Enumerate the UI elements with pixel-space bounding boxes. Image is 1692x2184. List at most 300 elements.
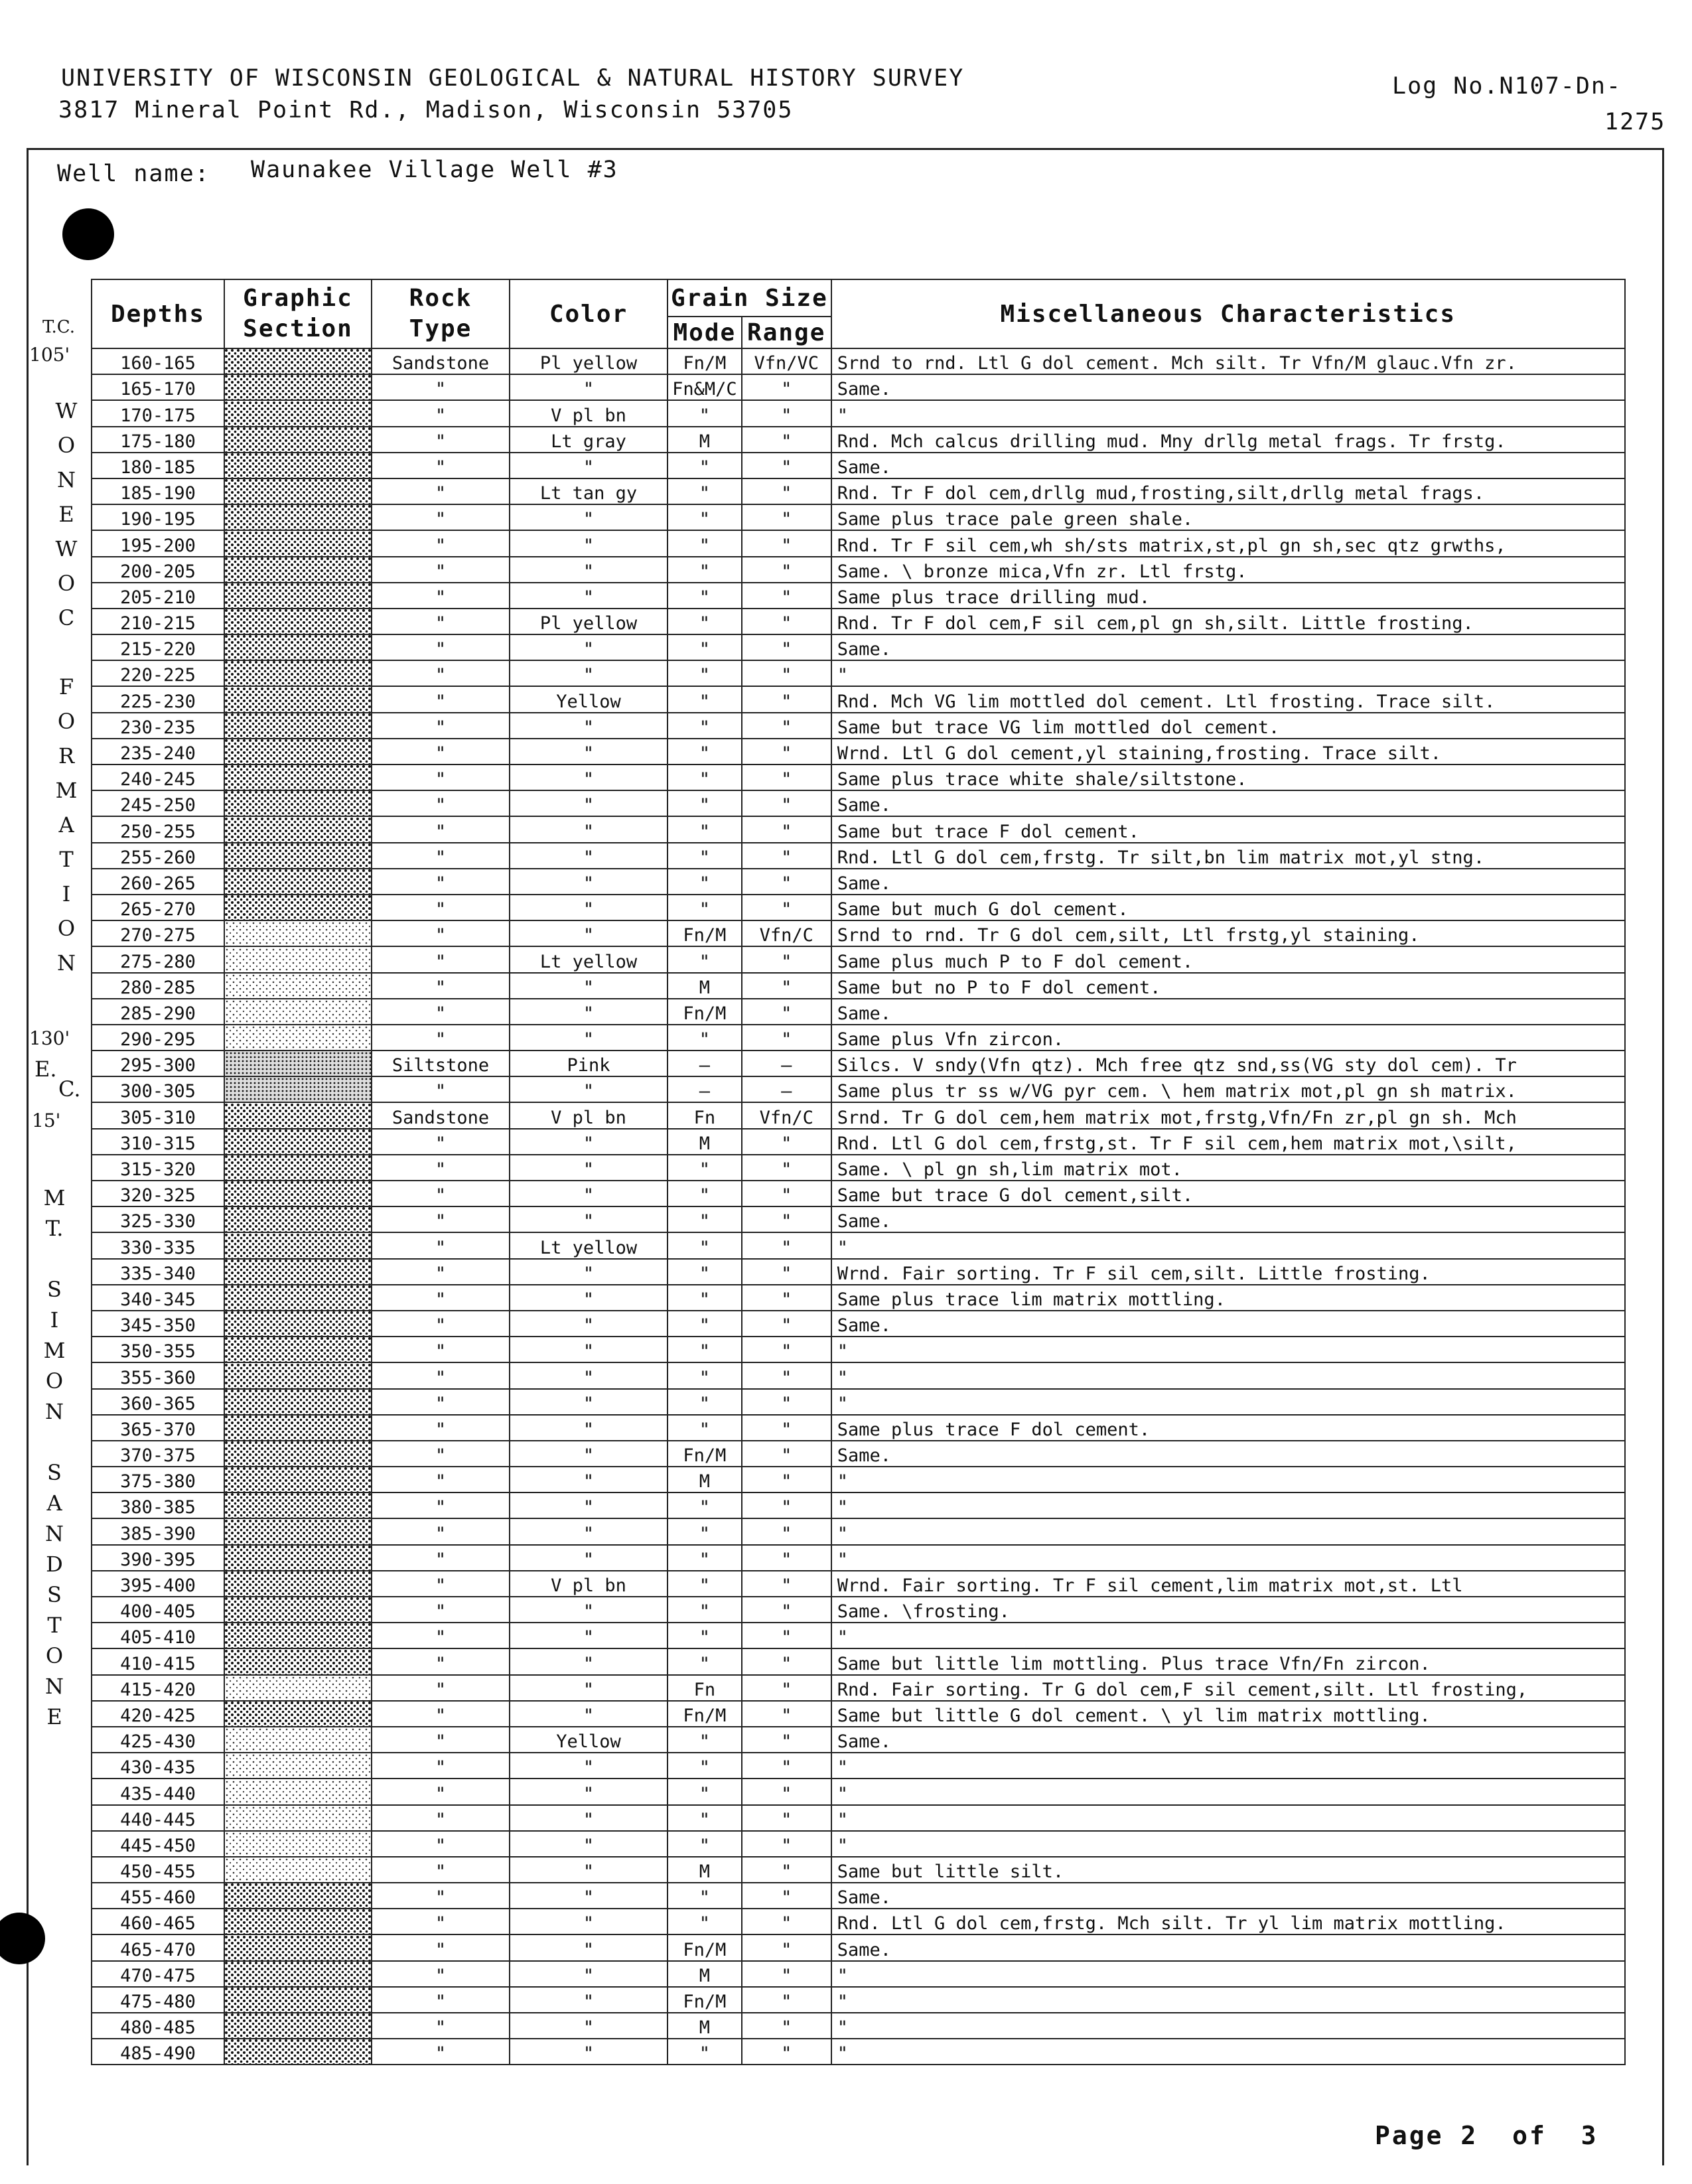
formation-letter: O <box>45 1368 64 1394</box>
lithology-pattern <box>225 1857 371 1882</box>
log-row <box>92 869 1625 895</box>
color-header: Color <box>510 279 668 348</box>
rock-type-cell: " <box>372 609 510 634</box>
lithology-pattern <box>225 1390 371 1414</box>
lithology-pattern <box>225 1520 371 1544</box>
lithology-pattern <box>225 1234 371 1258</box>
grain-range-cell: " <box>742 400 831 426</box>
graphic-section-cell <box>224 686 372 712</box>
misc-cell: Same. \ pl gn sh,lim matrix mot. <box>831 1155 1625 1181</box>
color-cell: " <box>510 1518 668 1544</box>
graphic-section-cell <box>224 374 372 400</box>
misc-cell: Same but no P to F dol cement. <box>831 973 1625 999</box>
depth-cell: 335-340 <box>92 1259 224 1285</box>
graphic-section-cell <box>224 816 372 842</box>
misc-cell: " <box>831 1545 1625 1571</box>
formation-letter: M <box>43 1185 66 1210</box>
grain-mode-cell: " <box>668 1909 742 1934</box>
lithology-pattern <box>225 583 371 608</box>
rock-type-cell: " <box>372 427 510 453</box>
log-row <box>92 895 1625 920</box>
depth-cell: 485-490 <box>92 2039 224 2065</box>
grain-range-cell: " <box>742 1545 831 1571</box>
rock-type-cell: " <box>372 999 510 1025</box>
depth-cell: 185-190 <box>92 478 224 504</box>
graphic-section-cell <box>224 973 372 999</box>
rock-type-cell: " <box>372 2013 510 2039</box>
graphic-section-cell <box>224 1362 372 1388</box>
formation-letter: W <box>55 398 78 423</box>
formation-letter: W <box>55 536 78 561</box>
lithology-pattern <box>225 505 371 530</box>
lithology-pattern <box>225 843 371 868</box>
graphic-section-cell <box>224 1129 372 1155</box>
page-total: 3 <box>1581 2121 1598 2150</box>
color-cell: " <box>510 583 668 609</box>
grain-mode-cell: " <box>668 1518 742 1544</box>
log-row <box>92 1571 1625 1597</box>
lithology-pattern <box>225 1051 371 1076</box>
graphic-section-cell <box>224 1441 372 1467</box>
log-row <box>92 1206 1625 1232</box>
grain-range-cell: " <box>742 453 831 478</box>
log-row <box>92 764 1625 790</box>
graphic-section-cell <box>224 1831 372 1857</box>
misc-cell: Same plus trace pale green shale. <box>831 504 1625 530</box>
rock-type-cell: Sandstone <box>372 1102 510 1128</box>
lithology-pattern <box>225 713 371 738</box>
log-row <box>92 1961 1625 1987</box>
formation-letter: N <box>45 1521 64 1546</box>
log-row <box>92 816 1625 842</box>
depth-cell: 285-290 <box>92 999 224 1025</box>
of-label: of <box>1512 2121 1547 2150</box>
misc-cell: Silcs. V sndy(Vfn qtz). Mch free qtz snd,ss(VG sty dol cem). Tr <box>831 1051 1625 1076</box>
misc-cell: " <box>831 2013 1625 2039</box>
grain-mode-cell: " <box>668 1805 742 1831</box>
ec-thickness: 15' <box>32 1110 61 1131</box>
misc-cell: " <box>831 2039 1625 2065</box>
depth-cell: 210-215 <box>92 609 224 634</box>
grain-range-cell: " <box>742 478 831 504</box>
formation-letter: I <box>62 881 71 907</box>
color-cell: " <box>510 1648 668 1674</box>
grain-range-cell: " <box>742 557 831 583</box>
rock-type-cell: " <box>372 1389 510 1415</box>
color-cell: " <box>510 973 668 999</box>
misc-cell: Same. <box>831 1311 1625 1337</box>
graphic-section-cell <box>224 1727 372 1753</box>
graphic-section-cell <box>224 1467 372 1492</box>
misc-cell: Same. \ bronze mica,Vfn zr. Ltl frstg. <box>831 557 1625 583</box>
grain-range-cell: " <box>742 1155 831 1181</box>
grain-mode-cell: M <box>668 2013 742 2039</box>
misc-cell: Srnd to rnd. Ltl G dol cement. Mch silt. Tr Vfn/M glauc.Vfn zr. <box>831 348 1625 374</box>
depth-cell: 165-170 <box>92 374 224 400</box>
graphic-section-cell <box>224 609 372 634</box>
grain-range-cell: " <box>742 1727 831 1753</box>
rock-type-cell: " <box>372 1232 510 1258</box>
lithology-log-table <box>91 279 1626 2065</box>
graphic-section-cell <box>224 2039 372 2065</box>
rock-type-cell: " <box>372 1129 510 1155</box>
color-cell: Lt yellow <box>510 1232 668 1258</box>
graphic-section-cell <box>224 453 372 478</box>
grain-mode-cell: Fn/M <box>668 1987 742 2013</box>
depth-cell: 405-410 <box>92 1623 224 1648</box>
depth-cell: 425-430 <box>92 1727 224 1753</box>
misc-cell: " <box>831 1467 1625 1492</box>
lithology-pattern <box>225 1467 371 1492</box>
depth-cell: 455-460 <box>92 1883 224 1909</box>
grain-range-cell: " <box>742 2013 831 2039</box>
color-cell: Yellow <box>510 686 668 712</box>
survey-address: 3817 Mineral Point Rd., Madison, Wisconsin 53705 <box>58 97 794 123</box>
graphic-section-cell <box>224 1051 372 1076</box>
graphic-section-cell <box>224 1934 372 1960</box>
color-cell: " <box>510 634 668 660</box>
log-row <box>92 1415 1625 1441</box>
color-cell: " <box>510 557 668 583</box>
grain-range-cell: " <box>742 1753 831 1779</box>
ec-label-2: C. <box>58 1076 81 1102</box>
grain-range-cell: " <box>742 609 831 634</box>
color-cell: " <box>510 869 668 895</box>
grain-mode-cell: " <box>668 869 742 895</box>
log-row <box>92 1467 1625 1492</box>
grain-range-cell: " <box>742 843 831 869</box>
grain-mode-cell: " <box>668 843 742 869</box>
color-cell: " <box>510 1805 668 1831</box>
misc-cell: Wrnd. Fair sorting. Tr F sil cement,lim matrix mot,st. Ltl <box>831 1571 1625 1597</box>
lithology-pattern <box>225 1493 371 1518</box>
grain-range-cell: Vfn/C <box>742 1102 831 1128</box>
graphic-section-cell <box>224 660 372 686</box>
log-row <box>92 348 1625 374</box>
depth-cell: 230-235 <box>92 713 224 739</box>
grain-range-cell: " <box>742 1623 831 1648</box>
grain-mode-cell: " <box>668 634 742 660</box>
lithology-pattern <box>225 1104 371 1128</box>
rock-type-cell: " <box>372 374 510 400</box>
grain-range-cell: " <box>742 1518 831 1544</box>
log-row <box>92 1779 1625 1804</box>
range-header: Range <box>742 317 831 348</box>
lithology-pattern <box>225 1883 371 1908</box>
lithology-pattern <box>225 1546 371 1570</box>
misc-cell: Rnd. Tr F dol cem,F sil cem,pl gn sh,silt. Little frosting. <box>831 609 1625 634</box>
lithology-pattern <box>225 1676 371 1700</box>
log-row <box>92 1337 1625 1362</box>
log-row <box>92 1076 1625 1102</box>
depth-cell: 265-270 <box>92 895 224 920</box>
misc-cell: Same plus tr ss w/VG pyr cem. \ hem matrix mot,pl gn sh matrix. <box>831 1076 1625 1102</box>
grain-mode-cell: " <box>668 713 742 739</box>
depth-cell: 240-245 <box>92 764 224 790</box>
misc-cell: Same. \frosting. <box>831 1597 1625 1623</box>
depth-cell: 395-400 <box>92 1571 224 1597</box>
misc-cell: " <box>831 1753 1625 1779</box>
misc-cell: Same. <box>831 1206 1625 1232</box>
grain-range-cell: " <box>742 583 831 609</box>
log-row <box>92 1441 1625 1467</box>
grain-range-cell: " <box>742 660 831 686</box>
formation-letter: O <box>57 709 76 734</box>
grain-mode-cell: Fn <box>668 1102 742 1128</box>
formation-letter: N <box>57 467 76 492</box>
formation-letter: N <box>45 1674 64 1699</box>
grain-mode-cell: " <box>668 1492 742 1518</box>
grain-mode-cell: " <box>668 1025 742 1051</box>
misc-cell: Wrnd. Ltl G dol cement,yl staining,frosting. Trace silt. <box>831 739 1625 764</box>
grain-range-cell: " <box>742 946 831 972</box>
rock-type-cell: " <box>372 1934 510 1960</box>
depth-cell: 215-220 <box>92 634 224 660</box>
rock-type-cell: " <box>372 686 510 712</box>
log-row <box>92 583 1625 609</box>
misc-cell: Same plus trace F dol cement. <box>831 1415 1625 1441</box>
lithology-pattern <box>225 1623 371 1648</box>
lithology-pattern <box>225 635 371 660</box>
depth-cell: 430-435 <box>92 1753 224 1779</box>
rock-type-cell: " <box>372 1961 510 1987</box>
grain-mode-cell: " <box>668 764 742 790</box>
rock-type-header <box>372 279 510 348</box>
graphic-section-header <box>224 279 372 348</box>
grain-range-cell: " <box>742 2039 831 2065</box>
misc-cell: Rnd. Mch calcus drilling mud. Mny drllg metal frags. Tr frstg. <box>831 427 1625 453</box>
rock-type-cell: " <box>372 1831 510 1857</box>
lithology-pattern <box>225 1650 371 1674</box>
log-row <box>92 609 1625 634</box>
lithology-pattern <box>225 2013 371 2038</box>
color-cell: " <box>510 1779 668 1804</box>
formation-letter: M <box>55 778 78 803</box>
lithology-pattern <box>225 1571 371 1596</box>
color-cell: " <box>510 1415 668 1441</box>
grain-range-cell: " <box>742 1648 831 1674</box>
formation-letter: T. <box>45 1216 64 1241</box>
grain-mode-cell: " <box>668 453 742 478</box>
formation-letter: D <box>46 1552 63 1577</box>
rock-type-cell: " <box>372 1025 510 1051</box>
grain-mode-cell: " <box>668 504 742 530</box>
grain-mode-cell: " <box>668 1206 742 1232</box>
lithology-pattern <box>225 869 371 894</box>
graphic-section-cell <box>224 583 372 609</box>
depth-cell: 370-375 <box>92 1441 224 1467</box>
depth-cell: 235-240 <box>92 739 224 764</box>
lithology-pattern <box>225 349 371 374</box>
depth-cell: 250-255 <box>92 816 224 842</box>
color-cell: V pl bn <box>510 1102 668 1128</box>
rock-type-cell: " <box>372 1181 510 1206</box>
rock-type-cell: " <box>372 1076 510 1102</box>
grain-range-cell: " <box>742 869 831 895</box>
graphic-section-cell <box>224 1857 372 1883</box>
misc-cell: Same but trace G dol cement,silt. <box>831 1181 1625 1206</box>
grain-mode-cell: " <box>668 1753 742 1779</box>
grain-mode-cell: Fn/M <box>668 1701 742 1727</box>
graphic-section-cell <box>224 1961 372 1987</box>
grain-range-cell: " <box>742 1831 831 1857</box>
log-row <box>92 1102 1625 1128</box>
rock-type-cell: " <box>372 1987 510 2013</box>
misc-cell: Rnd. Mch VG lim mottled dol cement. Ltl frosting. Trace silt. <box>831 686 1625 712</box>
rock-type-cell: " <box>372 1362 510 1388</box>
depth-cell: 220-225 <box>92 660 224 686</box>
log-row <box>92 1311 1625 1337</box>
depth-cell: 390-395 <box>92 1545 224 1571</box>
lithology-pattern <box>225 1364 371 1388</box>
depth-cell: 315-320 <box>92 1155 224 1181</box>
log-row <box>92 1492 1625 1518</box>
formation-letter: A <box>58 812 74 837</box>
depth-cell: 300-305 <box>92 1076 224 1102</box>
grain-mode-cell: — <box>668 1076 742 1102</box>
grain-mode-cell: " <box>668 946 742 972</box>
survey-org-name: UNIVERSITY OF WISCONSIN GEOLOGICAL & NATURAL HISTORY SURVEY <box>61 65 965 92</box>
graphic-section-cell <box>224 1415 372 1441</box>
grain-mode-cell: " <box>668 1389 742 1415</box>
grain-mode-cell: M <box>668 973 742 999</box>
rock-type-cell: " <box>372 1883 510 1909</box>
graphic-section-cell <box>224 1155 372 1181</box>
rock-type-cell: Sandstone <box>372 348 510 374</box>
graphic-section-cell <box>224 1492 372 1518</box>
grain-mode-cell: " <box>668 1311 742 1337</box>
grain-range-cell: " <box>742 1285 831 1311</box>
rock-type-cell: " <box>372 1753 510 1779</box>
depth-cell: 320-325 <box>92 1181 224 1206</box>
grain-range-cell: " <box>742 1206 831 1232</box>
rock-type-cell: " <box>372 713 510 739</box>
graphic-section-cell <box>224 739 372 764</box>
misc-cell: Same. <box>831 1934 1625 1960</box>
lithology-pattern <box>225 1025 371 1050</box>
rock-type-cell: " <box>372 1337 510 1362</box>
lithology-pattern <box>225 1988 371 2012</box>
color-cell: Lt yellow <box>510 946 668 972</box>
depth-cell: 255-260 <box>92 843 224 869</box>
formation-letter: E <box>58 502 74 527</box>
color-cell: " <box>510 790 668 816</box>
grain-mode-cell: M <box>668 427 742 453</box>
log-row <box>92 713 1625 739</box>
page-indicator <box>1375 2121 1598 2150</box>
lithology-pattern <box>225 948 371 972</box>
graphic-section-cell <box>224 1623 372 1648</box>
graphic-section-cell <box>224 895 372 920</box>
lithology-pattern <box>225 1311 371 1336</box>
lithology-pattern <box>225 532 371 556</box>
misc-cell: Same. <box>831 374 1625 400</box>
grain-range-cell: " <box>742 1987 831 2013</box>
color-cell: " <box>510 453 668 478</box>
rock-type-cell: " <box>372 739 510 764</box>
grain-range-cell: " <box>742 999 831 1025</box>
graphic-section-cell <box>224 920 372 946</box>
grain-mode-cell: Fn/M <box>668 1441 742 1467</box>
depth-cell: 260-265 <box>92 869 224 895</box>
grain-mode-cell: " <box>668 1285 742 1311</box>
grain-range-cell: " <box>742 1597 831 1623</box>
graphic-section-cell <box>224 1337 372 1362</box>
grain-range-cell: " <box>742 427 831 453</box>
rock-type-cell: " <box>372 530 510 556</box>
color-cell: " <box>510 1181 668 1206</box>
graphic-section-cell <box>224 1232 372 1258</box>
depth-cell: 275-280 <box>92 946 224 972</box>
grain-mode-cell: " <box>668 790 742 816</box>
color-cell: " <box>510 713 668 739</box>
grain-range-cell: Vfn/C <box>742 920 831 946</box>
well-name-value: Waunakee Village Well #3 <box>251 157 618 183</box>
grain-mode-cell: " <box>668 1155 742 1181</box>
lithology-pattern <box>225 1155 371 1180</box>
log-number-suffix: 1275 <box>1604 109 1666 135</box>
color-cell: " <box>510 1155 668 1181</box>
lithology-pattern <box>225 1181 371 1206</box>
log-row <box>92 427 1625 453</box>
lithology-pattern <box>225 1962 371 1986</box>
log-row <box>92 1805 1625 1831</box>
graphic-section-cell <box>224 634 372 660</box>
color-cell: Pl yellow <box>510 348 668 374</box>
log-row <box>92 1727 1625 1753</box>
graphic-header-line1: Graphic <box>243 285 353 312</box>
graphic-section-cell <box>224 1987 372 2013</box>
color-cell: " <box>510 843 668 869</box>
graphic-section-cell <box>224 1389 372 1415</box>
log-row <box>92 1909 1625 1934</box>
log-row <box>92 1675 1625 1701</box>
depth-cell: 460-465 <box>92 1909 224 1934</box>
grain-range-cell: " <box>742 504 831 530</box>
lithology-pattern <box>225 1909 371 1934</box>
log-row <box>92 1623 1625 1648</box>
grain-range-cell: " <box>742 1232 831 1258</box>
log-row <box>92 1025 1625 1051</box>
graphic-section-cell <box>224 1545 372 1571</box>
rock-type-cell: " <box>372 453 510 478</box>
grain-range-cell: " <box>742 374 831 400</box>
color-cell: " <box>510 1857 668 1883</box>
grain-range-cell: " <box>742 1701 831 1727</box>
graphic-section-cell <box>224 1025 372 1051</box>
log-row <box>92 1753 1625 1779</box>
log-row <box>92 999 1625 1025</box>
formation-letter: O <box>57 916 76 941</box>
rock-type-cell: " <box>372 1779 510 1804</box>
lithology-pattern <box>225 2039 371 2064</box>
log-row <box>92 1545 1625 1571</box>
misc-cell: Same but little G dol cement. \ yl lim matrix mottling. <box>831 1701 1625 1727</box>
color-cell: " <box>510 1129 668 1155</box>
rock-type-cell: " <box>372 895 510 920</box>
log-row <box>92 1362 1625 1388</box>
graphic-section-cell <box>224 1285 372 1311</box>
log-row <box>92 973 1625 999</box>
color-cell: " <box>510 504 668 530</box>
color-cell: V pl bn <box>510 400 668 426</box>
grain-range-cell: " <box>742 1779 831 1804</box>
log-row <box>92 686 1625 712</box>
grain-range-cell: " <box>742 1129 831 1155</box>
rock-type-cell: " <box>372 1648 510 1674</box>
misc-cell: Same but little lim mottling. Plus trace Vfn/Fn zircon. <box>831 1648 1625 1674</box>
lithology-pattern <box>225 895 371 920</box>
